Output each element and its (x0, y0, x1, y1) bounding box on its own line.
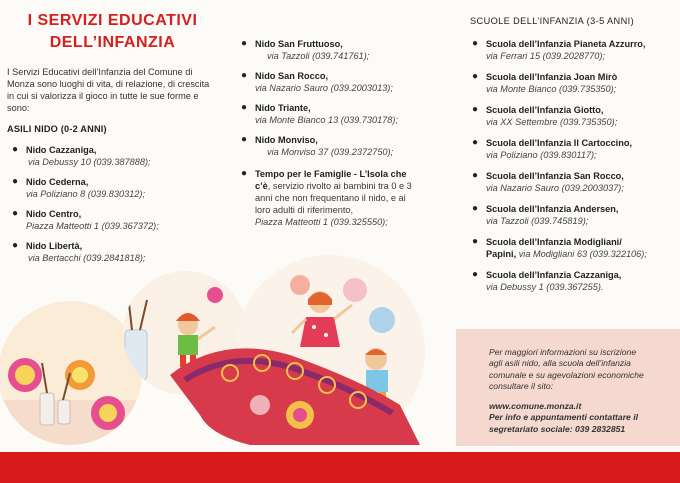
bullet-icon: ● (472, 104, 479, 115)
title-line-1: I SERVIZI EDUCATIVI (27, 12, 198, 29)
bullet-icon: ● (241, 168, 248, 179)
bullet-icon: ● (472, 236, 479, 247)
list-item: ● Scuola dell’Infanzia Joan Mirò via Monte Bianco (039.735350); (472, 71, 618, 94)
list-item: ● Scuola dell’Infanzia San Rocco, via Nazario Sauro (039.2003037); (472, 170, 624, 193)
bullet-icon: ● (241, 134, 248, 145)
page-title (0, 10, 225, 54)
list-item: ● Nido Triante, via Monte Bianco 13 (039.730178); (241, 102, 399, 125)
bullet-icon: ● (472, 38, 479, 49)
bullet-icon: ● (12, 208, 19, 219)
list-item: ● Scuola dell’Infanzia Cazzaniga, via Debussy 1 (039.367255). (472, 269, 622, 292)
bullet-icon: ● (472, 203, 479, 214)
children-painting-illustration (0, 255, 460, 455)
list-item: ● Scuola dell’Infanzia Pianeta Azzurro, via Ferrari 15 (039.2028770); (472, 38, 646, 61)
list-item: ● Nido San Rocco, via Nazario Sauro (039.2003013); (241, 70, 393, 93)
list-item: ● Nido Libertà, via Bertacchi (039.2841818); (12, 240, 146, 263)
bullet-icon: ● (12, 240, 19, 251)
list-item: ● Nido Monviso, via Monviso 37 (039.2372750); (241, 134, 394, 157)
bullet-icon: ● (12, 144, 19, 155)
list-item-famiglie: ● Tempo per le Famiglie - L’Isola che c’è, servizio rivolto ai bambini tra 0 e 3 anni che non frequentano il nido, e ai loro adulti di riferimento, Piazza Matteotti 1 (039.325550); (241, 168, 412, 227)
bullet-icon: ● (241, 70, 248, 81)
list-item: ● Nido Centro, Piazza Matteotti 1 (039.367372); (12, 208, 159, 231)
bullet-icon: ● (472, 71, 479, 82)
bullet-icon: ● (12, 176, 19, 187)
bullet-icon: ● (472, 137, 479, 148)
list-item: ● Nido Cederna, via Poliziano 8 (039.830312); (12, 176, 146, 199)
website-link[interactable]: www.comune.monza.it (489, 401, 582, 412)
bullet-icon: ● (241, 38, 248, 49)
bullet-icon: ● (472, 170, 479, 181)
list-item: ● Scuola dell’Infanzia Giotto, via XX Settembre (039.735350); (472, 104, 618, 127)
bullet-icon: ● (472, 269, 479, 280)
intro-paragraph: I Servizi Educativi dell’Infanzia del Comune di Monza sono luoghi di vita, di relazione, di crescita in cui si valorizza il gioco in tutte le sue forme e sono: (7, 67, 210, 113)
bottom-color-band (0, 452, 680, 483)
title-line-2: DELL’INFANZIA (49, 34, 176, 51)
asili-heading: ASILI NIDO (0-2 ANNI) (7, 124, 107, 134)
list-item: ● Nido Cazzaniga, via Debussy 10 (039.387888); (12, 144, 151, 167)
bullet-icon: ● (241, 102, 248, 113)
list-item: ● Scuola dell’Infanzia Andersen, via Tazzoli (039.745819); (472, 203, 619, 226)
list-item: ● Scuola dell’Infanzia Modigliani/ Papini, via Modigliani 63 (039.322106); (472, 236, 647, 259)
list-item: ● Scuola dell’Infanzia Il Cartoccino, via Poliziano (039.830117); (472, 137, 633, 160)
info-text: Per maggiori informazioni su iscrizione agli asili nido, alla scuola dell’infanzia comunale e su agevolazioni economiche consultare il sito: www.comune.monza.it Per info e appuntamenti contattare il segretariato sociale: 039 2832851 (489, 347, 669, 435)
list-item: ● Nido San Fruttuoso, via Tazzoli (039.741761); (241, 38, 370, 61)
scuole-heading: SCUOLE DELL’INFANZIA (3-5 ANNI) (470, 16, 635, 26)
